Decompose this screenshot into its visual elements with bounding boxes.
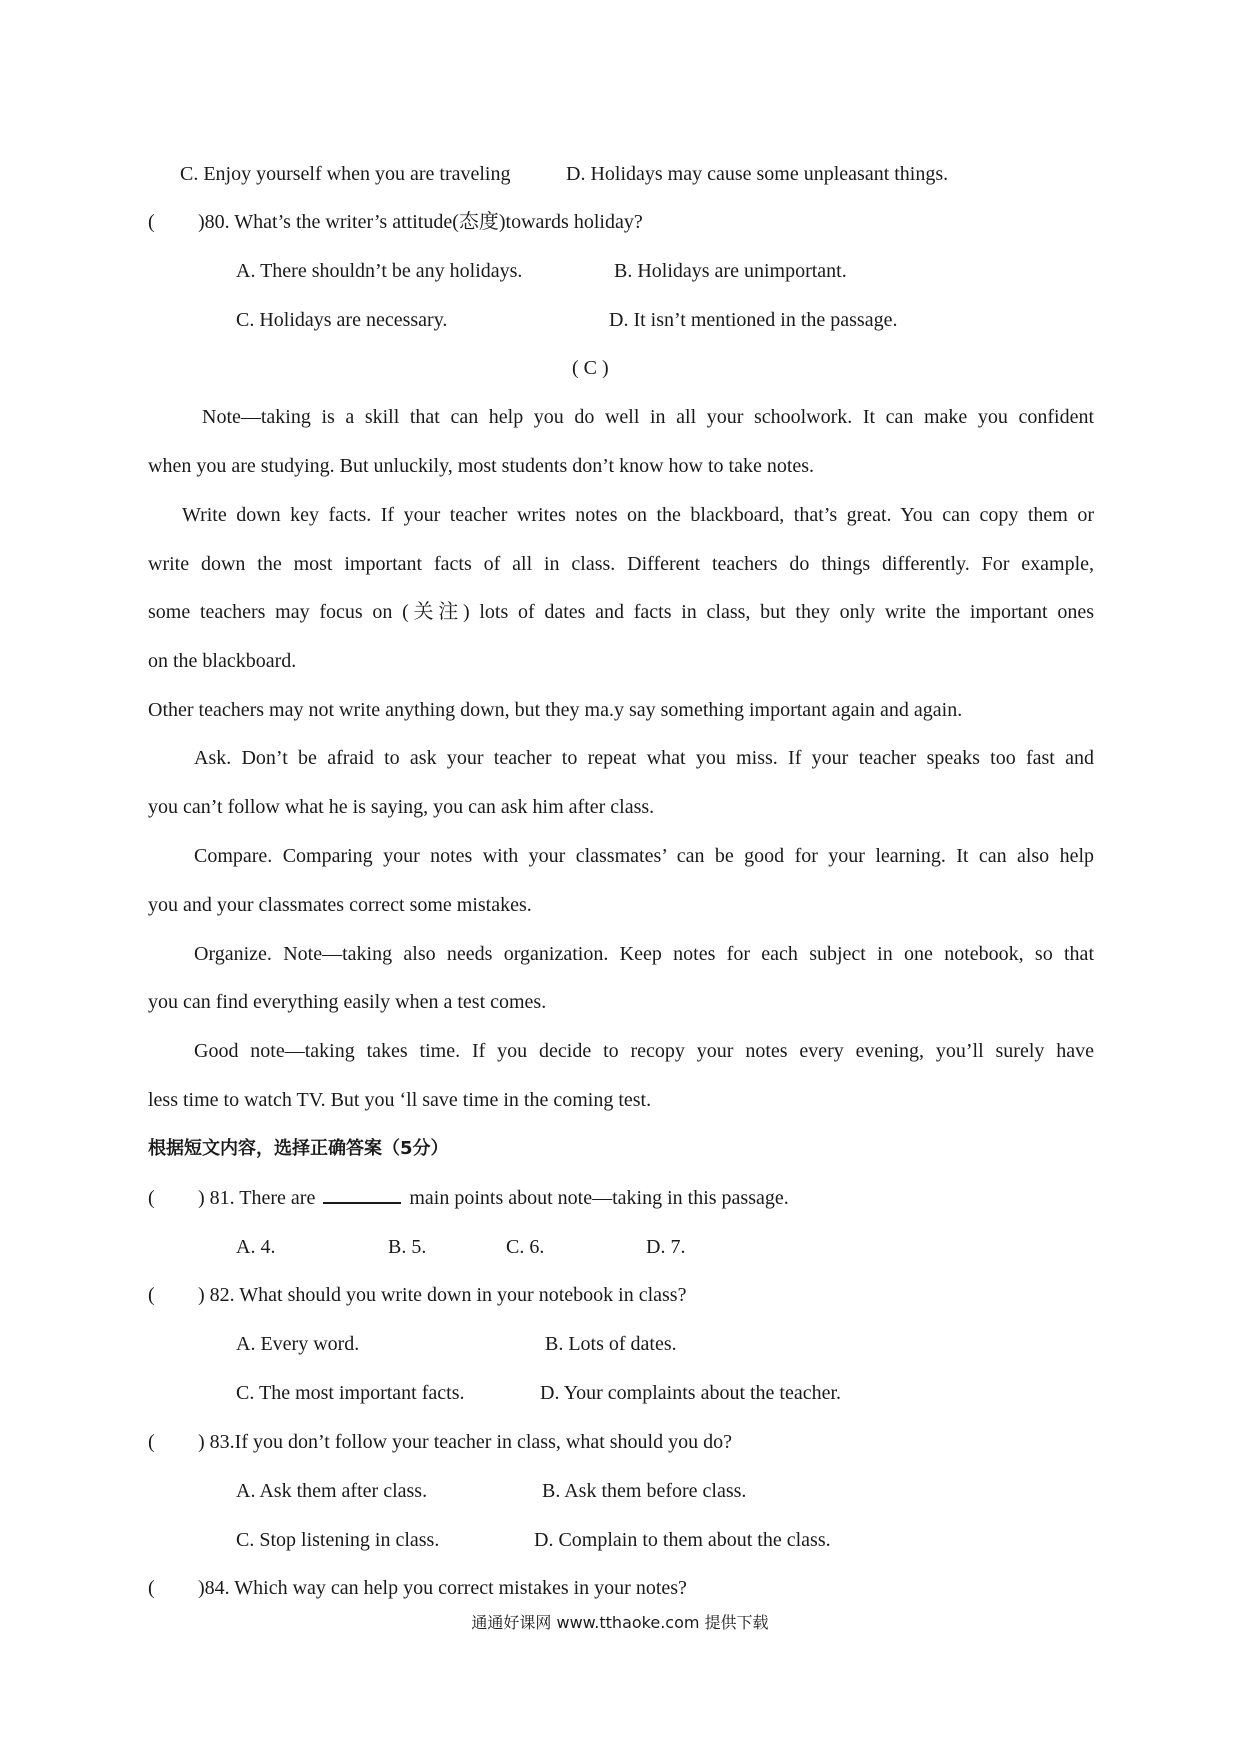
q81-stem (198, 1186, 789, 1210)
q82-option-c: C. The most important facts. (236, 1382, 465, 1404)
q81-stem-after: main points about note—taking in this passage. (409, 1187, 789, 1209)
passage-p6-line1: Organize. Note—taking also needs organization. Keep notes for each subject in one notebook, so that (194, 943, 1094, 965)
q80-answer-paren-left: ( (148, 211, 155, 233)
section-instructions: 根据短文内容，选择正确答案（5分） (148, 1138, 449, 1159)
passage-p4-line1: Ask. Don’t be afraid to ask your teacher to repeat what you miss. If your teacher speaks too fast and (194, 747, 1094, 769)
passage-p5-line1: Compare. Comparing your notes with your classmates’ can be good for your learning. It can also help (194, 845, 1094, 867)
passage-p1-line2: when you are studying. But unluckily, most students don’t know how to take notes. (148, 455, 815, 477)
q79-option-d: D. Holidays may cause some unpleasant things. (566, 163, 949, 185)
q84-stem: )84. Which way can help you correct mistakes in your notes? (198, 1577, 687, 1599)
passage-p5-line2: you and your classmates correct some mistakes. (148, 894, 532, 916)
q80-option-c: C. Holidays are necessary. (236, 309, 448, 331)
q79-option-c: C. Enjoy yourself when you are traveling (180, 163, 511, 185)
passage-p6-line2: you can find everything easily when a test comes. (148, 991, 547, 1013)
q81-stem-before: ) 81. There are (198, 1187, 316, 1209)
passage-p2-line3: some teachers may focus on (关注) lots of dates and facts in class, but they only write the important ones (148, 601, 1094, 623)
q82-option-d: D. Your complaints about the teacher. (540, 1382, 842, 1404)
section-label: ( C ) (572, 357, 609, 379)
q82-answer-paren-left: ( (148, 1284, 155, 1306)
page-footer: 通通好课网 www.tthaoke.com 提供下载 (471, 1613, 769, 1632)
passage-p2-line2: write down the most important facts of all in class. Different teachers do things differently. For example, (148, 553, 1094, 575)
passage-p4-line2: you can’t follow what he is saying, you can ask him after class. (148, 796, 655, 818)
passage-p7-line1: Good note—taking takes time. If you decide to recopy your notes every evening, you’ll surely have (194, 1040, 1094, 1062)
q82-stem: ) 82. What should you write down in your notebook in class? (198, 1284, 687, 1306)
passage-p7-line2: less time to watch TV. But you ‘ll save time in the coming test. (148, 1089, 652, 1111)
q84-answer-paren-left: ( (148, 1577, 155, 1599)
q83-stem: ) 83.If you don’t follow your teacher in class, what should you do? (198, 1431, 732, 1453)
q81-option-b: B. 5. (388, 1236, 427, 1258)
q83-option-d: D. Complain to them about the class. (534, 1529, 831, 1551)
q80-stem: )80. What’s the writer’s attitude(态度)towards holiday? (198, 211, 643, 233)
q83-option-c: C. Stop listening in class. (236, 1529, 440, 1551)
q81-option-a: A. 4. (236, 1236, 276, 1258)
q82-option-b: B. Lots of dates. (545, 1333, 677, 1355)
q81-option-c: C. 6. (506, 1236, 545, 1258)
q81-answer-paren-left: ( (148, 1187, 155, 1209)
q83-option-a: A. Ask them after class. (236, 1480, 428, 1502)
q81-option-d: D. 7. (646, 1236, 686, 1258)
q82-option-a: A. Every word. (236, 1333, 360, 1355)
q80-option-a: A. There shouldn’t be any holidays. (236, 260, 523, 282)
q83-option-b: B. Ask them before class. (542, 1480, 747, 1502)
passage-p3-line1: Other teachers may not write anything down, but they ma.y say something important again and again. (148, 699, 963, 721)
passage-p2-line1: Write down key facts. If your teacher writes notes on the blackboard, that’s great. You can copy them or (182, 504, 1094, 526)
q83-answer-paren-left: ( (148, 1431, 155, 1453)
q81-blank (323, 1186, 401, 1204)
passage-p2-line4: on the blackboard. (148, 650, 297, 672)
q80-option-b: B. Holidays are unimportant. (614, 260, 847, 282)
q80-option-d: D. It isn’t mentioned in the passage. (609, 309, 898, 331)
passage-p1-line1: Note—taking is a skill that can help you do well in all your schoolwork. It can make you confident (202, 406, 1094, 428)
